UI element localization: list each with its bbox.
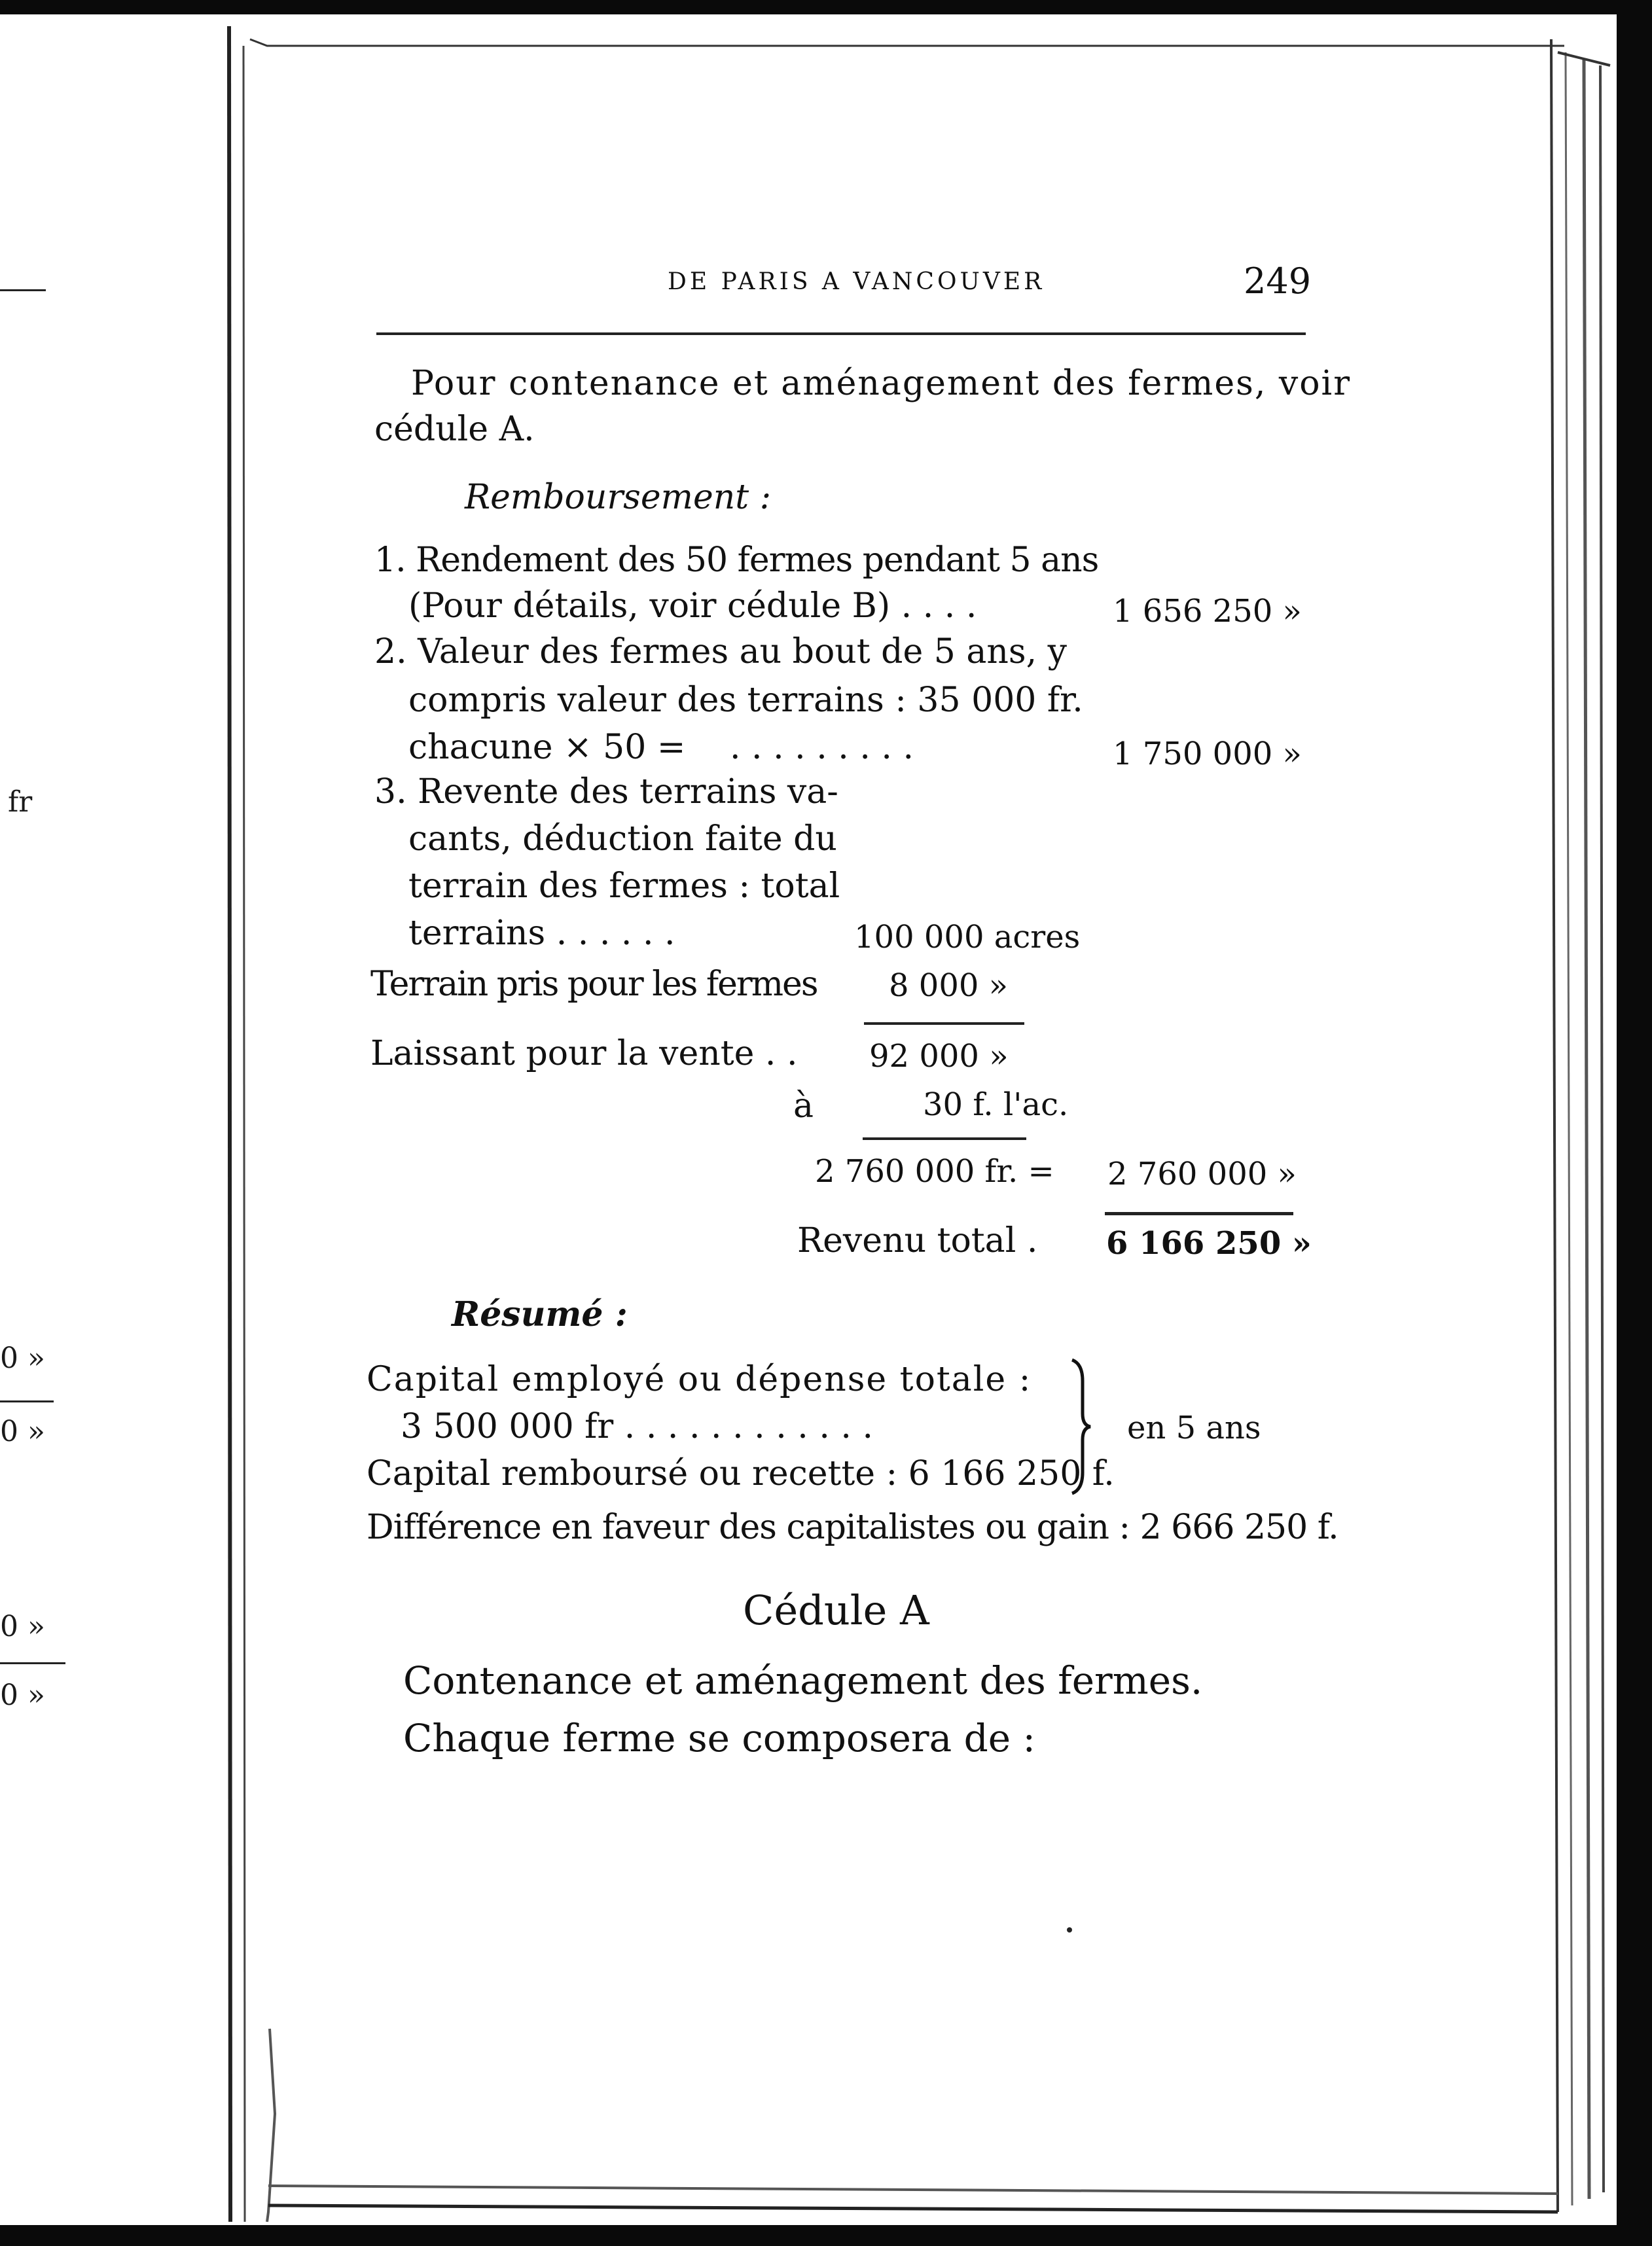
cedule-title: Cédule A xyxy=(743,1586,929,1634)
resume-line: Capital remboursé ou recette : 6 166 250 f. xyxy=(367,1454,1115,1493)
left-page-fragment: 0 » xyxy=(0,1610,45,1643)
item-amount: 1 656 250 » xyxy=(1113,593,1302,630)
ink-speck xyxy=(1067,1927,1072,1933)
item-line: 1. Rendement des 50 fermes pendant 5 ans xyxy=(374,541,1099,580)
acres-value: 8 000 » xyxy=(889,967,1009,1004)
resume-line: Différence en faveur des capitalistes ou gain : 2 666 250 f. xyxy=(367,1508,1338,1547)
running-head: DE PARIS A VANCOUVER xyxy=(668,268,1045,295)
subtotal-rule xyxy=(864,1022,1024,1025)
product-rule xyxy=(863,1137,1026,1140)
left-page-fragment: 0 » xyxy=(0,1679,45,1712)
item-line: chacune × 50 = xyxy=(408,728,686,767)
page-number: 249 xyxy=(1244,260,1312,302)
intro-line: cédule A. xyxy=(374,410,535,449)
item-line: (Pour détails, voir cédule B) . . . . xyxy=(408,586,977,626)
total-amount: 6 166 250 » xyxy=(1106,1225,1312,1262)
resume-line: Capital employé ou dépense totale : xyxy=(367,1360,1032,1399)
item-line: 2. Valeur des fermes au bout de 5 ans, y xyxy=(374,632,1068,671)
cedule-line: Contenance et aménagement des fermes. xyxy=(403,1658,1203,1703)
total-label: Revenu total . xyxy=(797,1221,1038,1260)
item-line: Terrain pris pour les fermes xyxy=(370,965,817,1004)
left-page-rule xyxy=(0,1662,65,1664)
item-line: 3. Revente des terrains va- xyxy=(374,772,838,811)
remboursement-heading: Remboursement : xyxy=(465,478,772,517)
price-prefix: à xyxy=(793,1086,814,1126)
item-amount: 2 760 000 » xyxy=(1107,1156,1297,1192)
left-page-rule xyxy=(0,289,46,291)
intro-line: Pour contenance et aménagement des fermes, voir xyxy=(411,364,1352,403)
brace-note: en 5 ans xyxy=(1127,1410,1261,1446)
item-line: terrains . . . . . . xyxy=(408,914,675,953)
item-amount: 1 750 000 » xyxy=(1113,736,1302,772)
header-rule xyxy=(376,332,1306,335)
acres-value: 92 000 » xyxy=(869,1038,1009,1075)
left-page-fragment: 0 » xyxy=(0,1415,45,1448)
left-page-rule xyxy=(0,1400,54,1402)
resume-heading: Résumé : xyxy=(452,1294,628,1334)
brace-icon xyxy=(1067,1355,1093,1499)
item-line: cants, déduction faite du xyxy=(408,819,837,859)
item-line: compris valeur des terrains : 35 000 fr. xyxy=(408,681,1083,720)
item-line: terrain des fermes : total xyxy=(408,866,840,906)
total-rule xyxy=(1105,1212,1293,1215)
price-per-acre: 30 f. l'ac. xyxy=(923,1086,1069,1123)
item-line: Laissant pour la vente . . xyxy=(370,1034,798,1073)
item-dots: . . . . . . . . . xyxy=(730,728,914,767)
left-page-fragment: fr xyxy=(8,785,33,819)
acres-value: 100 000 acres xyxy=(854,919,1081,955)
product-line: 2 760 000 fr. = xyxy=(815,1153,1054,1190)
cedule-line: Chaque ferme se composera de : xyxy=(403,1716,1036,1760)
left-page-fragment: 0 » xyxy=(0,1342,45,1375)
resume-line: 3 500 000 fr . . . . . . . . . . . . xyxy=(401,1407,873,1446)
